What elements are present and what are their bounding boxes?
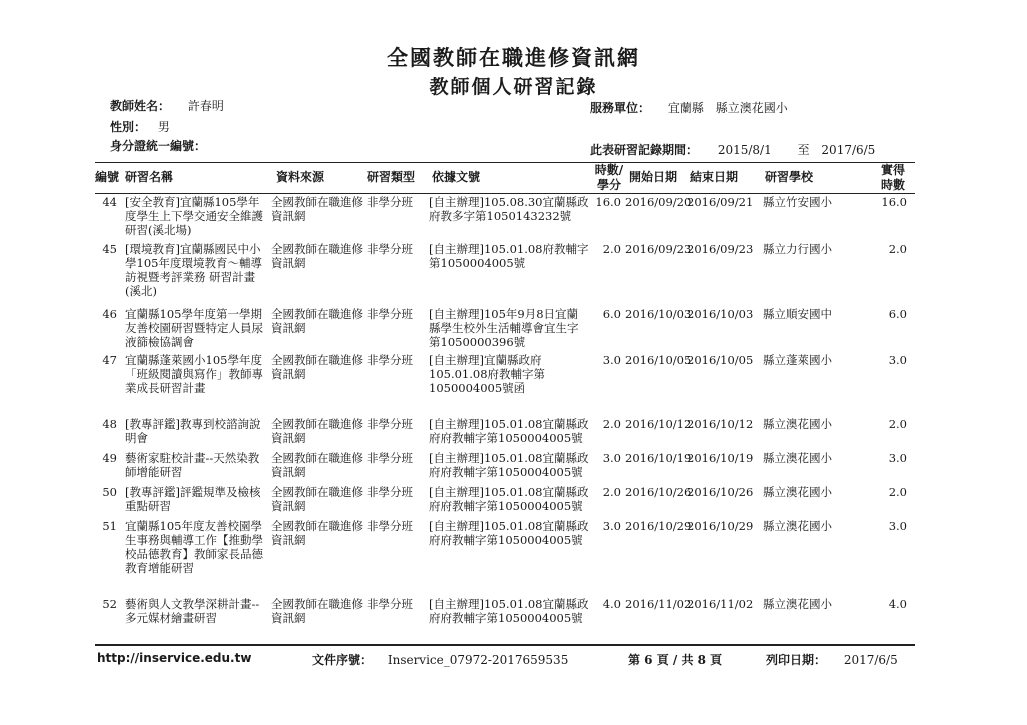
record-period-to: 2017/6/5 (821, 143, 876, 157)
row-type: 非學分班 (367, 451, 413, 465)
row-start-date: 2016/10/26 (625, 485, 692, 499)
teacher-id-label: 身分證統一編號： (110, 139, 207, 153)
row-school: 縣立澳花國小 (763, 485, 832, 499)
row-hours: 2.0 (888, 485, 907, 499)
table-header-top-rule (95, 162, 915, 163)
col-header-basis: 依據文號 (432, 170, 481, 184)
row-type: 非學分班 (367, 307, 413, 321)
service-unit-row (590, 99, 788, 116)
footer-serial-label: 文件序號： (312, 653, 373, 667)
row-basis: [自主辦理]105.01.08府教輔字第1050004005號 (429, 242, 589, 270)
row-end-date: 2016/09/23 (687, 242, 754, 256)
row-source: 全國教師在職進修資訊網 (271, 242, 363, 270)
row-basis: [自主辦理]105年9月8日宜蘭縣學生校外生活輔導會宜生字第1050000396號 (429, 307, 579, 349)
teacher-name-label: 教師姓名： (110, 99, 171, 113)
row-credit: 3.0 (602, 451, 621, 465)
row-end-date: 2016/10/12 (687, 417, 754, 431)
row-end-date: 2016/11/02 (687, 597, 754, 611)
footer-print-date-value: 2017/6/5 (843, 653, 898, 667)
col-header-type: 研習類型 (367, 170, 416, 184)
row-type: 非學分班 (367, 242, 413, 256)
row-course-name: 藝術家駐校計畫--天然染教師增能研習 (125, 451, 260, 479)
row-credit: 16.0 (595, 195, 621, 209)
row-no: 49 (102, 451, 117, 465)
row-start-date: 2016/10/03 (625, 307, 692, 321)
teacher-name: 許春明 (187, 99, 224, 113)
row-hours: 6.0 (888, 307, 907, 321)
row-school: 縣立澳花國小 (763, 519, 832, 533)
row-no: 51 (102, 519, 117, 533)
teacher-gender: 男 (157, 120, 170, 134)
row-hours: 3.0 (888, 353, 907, 367)
row-hours: 2.0 (888, 417, 907, 431)
service-unit-county: 宜蘭縣 (667, 101, 704, 115)
col-header-source: 資料來源 (276, 170, 325, 184)
footer-print-date (766, 651, 898, 668)
row-source: 全國教師在職進修資訊網 (271, 597, 363, 625)
col-header-school: 研習學校 (765, 170, 814, 184)
service-unit-label: 服務單位： (590, 101, 651, 115)
col-header-hours (876, 163, 910, 193)
row-end-date: 2016/10/03 (687, 307, 754, 321)
service-unit-school: 縣立澳花國小 (715, 101, 788, 115)
row-no: 45 (102, 242, 117, 256)
row-basis: [自主辦理]105.01.08宜蘭縣政府府教輔字第1050004005號 (429, 417, 589, 445)
row-source: 全國教師在職進修資訊網 (271, 195, 363, 223)
row-source: 全國教師在職進修資訊網 (271, 353, 363, 381)
teacher-gender-label: 性別： (110, 120, 147, 134)
col-header-start: 開始日期 (629, 170, 678, 184)
row-school: 縣立澳花國小 (763, 417, 832, 431)
row-basis: [自主辦理]105.01.08宜蘭縣政府府教輔字第1050004005號 (429, 451, 589, 479)
record-period-label: 此表研習記錄期間： (590, 143, 699, 157)
row-hours: 3.0 (888, 519, 907, 533)
row-school: 縣立澳花國小 (763, 597, 832, 611)
row-basis: [自主辦理]宜蘭縣政府105.01.08府教輔字第1050004005號函 (429, 353, 546, 395)
row-credit: 4.0 (602, 597, 621, 611)
row-end-date: 2016/10/19 (687, 451, 754, 465)
col-header-credit-bottom: 學分 (596, 178, 621, 192)
row-type: 非學分班 (367, 485, 413, 499)
record-period-row (590, 141, 875, 158)
row-start-date: 2016/09/20 (625, 195, 692, 209)
record-period-to-label: 至 (797, 143, 810, 157)
row-basis: [自主辦理]105.01.08宜蘭縣政府府教輔字第1050004005號 (429, 519, 589, 547)
row-credit: 6.0 (602, 307, 621, 321)
row-source: 全國教師在職進修資訊網 (271, 519, 363, 547)
row-course-name: [安全教育]宜蘭縣105學年度學生上下學交通安全維護研習(溪北場) (125, 195, 263, 237)
row-credit: 3.0 (602, 353, 621, 367)
footer-serial (312, 651, 568, 668)
row-credit: 3.0 (602, 519, 621, 533)
row-start-date: 2016/10/05 (625, 353, 692, 367)
col-header-no: 編號 (95, 170, 120, 184)
row-hours: 3.0 (888, 451, 907, 465)
row-hours: 4.0 (888, 597, 907, 611)
row-end-date: 2016/10/05 (687, 353, 754, 367)
row-start-date: 2016/10/12 (625, 417, 692, 431)
row-school: 縣立澳花國小 (763, 451, 832, 465)
row-course-name: [教專評鑑]教專到校諮詢說明會 (125, 417, 261, 445)
row-type: 非學分班 (367, 519, 413, 533)
row-credit: 2.0 (602, 242, 621, 256)
row-type: 非學分班 (367, 353, 413, 367)
document-title: 全國教師在職進修資訊網 (387, 45, 640, 70)
teacher-id-row (110, 137, 206, 154)
row-course-name: [教專評鑑]評鑑規準及檢核重點研習 (125, 485, 261, 513)
footer-print-label: 列印日期： (766, 653, 827, 667)
row-start-date: 2016/11/02 (625, 597, 692, 611)
row-credit: 2.0 (602, 417, 621, 431)
col-header-hours-bottom: 時數 (880, 178, 905, 192)
row-hours: 2.0 (888, 242, 907, 256)
table-header-bottom-rule (95, 193, 915, 194)
col-header-name: 研習名稱 (125, 170, 174, 184)
row-source: 全國教師在職進修資訊網 (271, 417, 363, 445)
record-period-from: 2015/8/1 (717, 143, 772, 157)
col-header-credit (592, 163, 626, 193)
row-basis: [自主辦理]105.01.08宜蘭縣政府府教輔字第1050004005號 (429, 485, 589, 513)
document-subtitle: 教師個人研習記錄 (429, 76, 598, 98)
row-no: 44 (102, 195, 117, 209)
row-start-date: 2016/09/23 (625, 242, 692, 256)
row-course-name: 宜蘭縣蓬萊國小105學年度「班級閱讀與寫作」教師專業成長研習計畫 (125, 353, 263, 395)
row-start-date: 2016/10/29 (625, 519, 692, 533)
footer-page-info: 第 6 頁 / 共 8 頁 (628, 653, 723, 667)
row-no: 48 (102, 417, 117, 431)
row-basis: [自主辦理]105.08.30宜蘭縣政府教多字第1050143232號 (429, 195, 589, 223)
row-source: 全國教師在職進修資訊網 (271, 451, 363, 479)
row-start-date: 2016/10/19 (625, 451, 692, 465)
row-no: 47 (102, 353, 117, 367)
footer-serial-value: Inservice_07972-2017659535 (387, 653, 569, 667)
row-end-date: 2016/10/29 (687, 519, 754, 533)
row-type: 非學分班 (367, 195, 413, 209)
row-basis: [自主辦理]105.01.08宜蘭縣政府府教輔字第1050004005號 (429, 597, 589, 625)
row-school: 縣立竹安國小 (763, 195, 832, 209)
row-credit: 2.0 (602, 485, 621, 499)
teacher-name-row (110, 97, 224, 114)
row-type: 非學分班 (367, 417, 413, 431)
row-course-name: 宜蘭縣105年度友善校園學生事務與輔導工作【推動學校品德教育】教師家長品德教育增能研習 (125, 519, 263, 575)
row-end-date: 2016/09/21 (687, 195, 754, 209)
col-header-end: 結束日期 (690, 170, 739, 184)
row-no: 46 (102, 307, 117, 321)
row-no: 52 (102, 597, 117, 611)
row-source: 全國教師在職進修資訊網 (271, 307, 363, 335)
footer-rule (95, 644, 915, 646)
row-school: 縣立蓬萊國小 (763, 353, 832, 367)
row-course-name: 藝術與人文教學深耕計畫--多元媒材繪畫研習 (125, 597, 260, 625)
row-course-name: 宜蘭縣105學年度第一學期友善校園研習暨特定人員尿液篩檢協調會 (125, 307, 263, 349)
row-source: 全國教師在職進修資訊網 (271, 485, 363, 513)
col-header-credit-top: 時數/ (594, 163, 624, 177)
row-course-name: [環境教育]宜蘭縣國民中小學105年度環境教育～輔導訪視暨考評業務 研習計畫(溪北) (125, 242, 262, 298)
col-header-hours-top: 實得 (880, 163, 905, 177)
footer-url: http://inservice.edu.tw (97, 651, 252, 665)
row-type: 非學分班 (367, 597, 413, 611)
teacher-gender-row (110, 118, 170, 135)
row-no: 50 (102, 485, 117, 499)
row-end-date: 2016/10/26 (687, 485, 754, 499)
row-school: 縣立力行國小 (763, 242, 832, 256)
row-school: 縣立順安國中 (763, 307, 832, 321)
row-hours: 16.0 (881, 195, 907, 209)
